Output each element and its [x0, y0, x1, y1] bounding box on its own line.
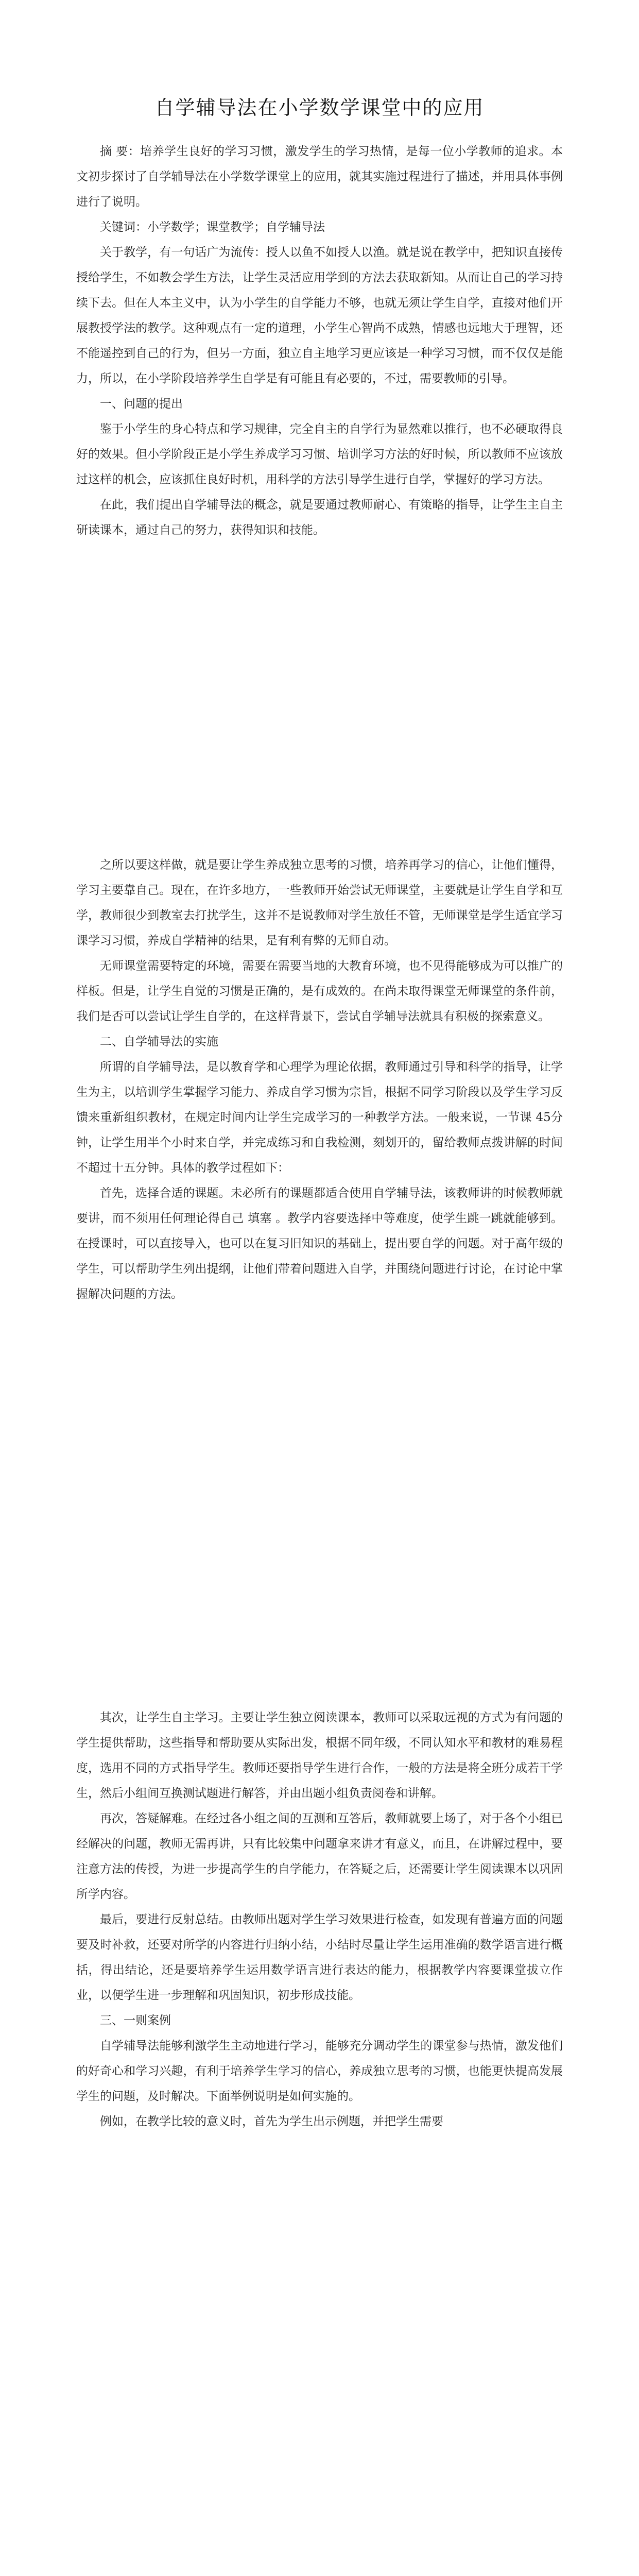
page2-block	[76, 853, 563, 1307]
paragraph: 最后，要进行反射总结。由教师出题对学生学习效果进行检查，如发现有普遍方面的问题要及时补救，还要对所学的内容进行归纳小结，小结时尽量让学生运用准确的数学语言进行概括，得出结论，还是要培养学生运用数学语言进行表达的能力，根据教学内容要课堂拔立作业，以便学生进一步理解和巩固知识，初步形成技能。	[76, 1913, 563, 2002]
section-heading-2: 二、自学辅导法的实施	[100, 1035, 218, 1048]
paragraph: 所谓的自学辅导法，是以教育学和心理学为理论依据，教师通过引导和科学的指导，让学生为主，以培训学生掌握学习能力、养成自学习惯为宗旨，根据不同学习阶段以及学生学习反馈来重新组织教材，在规定时间内让学生完成学习的一种教学方法。一般来说，一节课 45分钟，让学生用半个小时来自学，并完成练习和自我检测，刻划开的，留给教师点拨讲解的时间不超过十五分钟。具体的教学过程如下：	[76, 1060, 563, 1175]
paragraph: 例如，在教学比较的意义时，首先为学生出示例题，并把学生需要	[100, 2115, 443, 2128]
abstract: 摘 要：培养学生良好的学习习惯，激发学生的学习热情，是每一位小学教师的追求。本文初步探讨了自学辅导法在小学数学课堂上的应用，就其实施过程进行了描述，并用具体事例进行了说明。	[76, 145, 563, 209]
page1-block	[76, 139, 563, 543]
intro-paragraph: 关于教学，有一句话广为流传：授人以鱼不如授人以渔。就是说在教学中，把知识直接传授给学生，不如教会学生方法，让学生灵活应用学到的方法去获取新知。从而让自己的学习持续下去。但在人本主义中，认为小学生的自学能力不够，也就无须让学生自学，直接对他们开展教授学法的教学。这种观点有一定的道理，小学生心智尚不成熟，情感也远地大于理智，还不能遥控到自己的行为，但另一方面，独立自主地学习更应该是一种学习习惯，而不仅仅是能力，所以，在小学阶段培养学生自学是有可能且有必要的，不过，需要教师的引导。	[76, 246, 563, 385]
section-heading-3: 三、一则案例	[100, 2014, 171, 2027]
paragraph: 无师课堂需要特定的环境，需要在需要当地的大教育环境，也不见得能够成为可以推广的样板。但是，让学生自觉的习惯是正确的，是有成效的。在尚未取得课堂无师课堂的条件前，我们是否可以尝试让学生自学的，在这样背景下，尝试自学辅导法就具有积极的探索意义。	[76, 959, 563, 1023]
paragraph: 在此，我们提出自学辅导法的概念，就是要通过教师耐心、有策略的指导，让学生主自主研读课本，通过自己的努力，获得知识和技能。	[76, 498, 563, 537]
keywords: 关键词：小学数学；课堂教学；自学辅导法	[100, 221, 325, 234]
paragraph: 首先，选择合适的课题。未必所有的课题都适合使用自学辅导法，该教师讲的时候教师就要讲，而不须用任何理论得自己 填塞 。教学内容要选择中等难度，使学生跳一跳就能够到。在授课时，可以直接导入，也可以在复习旧知识的基础上，提出要自学的问题。对于高年级的学生，可以帮助学生列出提纲，让他们带着问题进入自学，并围绕问题进行讨论，在讨论中掌握解决问题的方法。	[76, 1187, 563, 1301]
paragraph: 自学辅导法能够利激学生主动地进行学习，能够充分调动学生的课堂参与热情，激发他们的好奇心和学习兴趣，有利于培养学生学习的信心，养成独立思考的习惯，也能更快提高发展学生的问题，及时解决。下面举例说明是如何实施的。	[76, 2039, 563, 2103]
paragraph: 鉴于小学生的身心特点和学习规律，完全自主的自学行为显然难以推行，也不必硬取得良好的效果。但小学阶段正是小学生养成学习习惯、培训学习方法的好时候，所以教师不应该放过这样的机会，应该抓住良好时机，用科学的方法引导学生进行自学，掌握好的学习方法。	[76, 422, 563, 486]
paragraph: 其次，让学生自主学习。主要让学生独立阅读课本，教师可以采取远视的方式为有问题的学生提供帮助，这些指导和帮助要从实际出发，根据不同年级，不同认知水平和教材的难易程度，选用不同的方式指导学生。教师还要指导学生进行合作，一般的方法是将全班分成若干学生，然后小组间互换测试题进行解答，并由出题小组负责阅卷和讲解。	[76, 1711, 563, 1800]
paragraph: 之所以要这样做，就是要让学生养成独立思考的习惯，培养再学习的信心，让他们懂得，学习主要靠自己。现在，在许多地方，一些教师开始尝试无师课堂，主要就是让学生自学和互学，教师很少到教室去打扰学生，这并不是说教师对学生放任不管，无师课堂是学生适宜学习课学习习惯，养成自学精神的结果，是有利有弊的无师自动。	[76, 858, 563, 947]
page3-block	[76, 1705, 563, 2134]
section-heading-1: 一、问题的提出	[100, 397, 183, 411]
document-title: 自学辅导法在小学数学课堂中的应用	[154, 96, 485, 119]
paragraph: 再次，答疑解难。在经过各小组之间的互测和互答后，教师就要上场了，对于各个小组已经解决的问题，教师无需再讲，只有比较集中问题拿来讲才有意义，而且，在讲解过程中，要注意方法的传授，为进一步提高学生的自学能力，在答疑之后，还需要让学生阅读课本以巩固所学内容。	[76, 1812, 563, 1901]
